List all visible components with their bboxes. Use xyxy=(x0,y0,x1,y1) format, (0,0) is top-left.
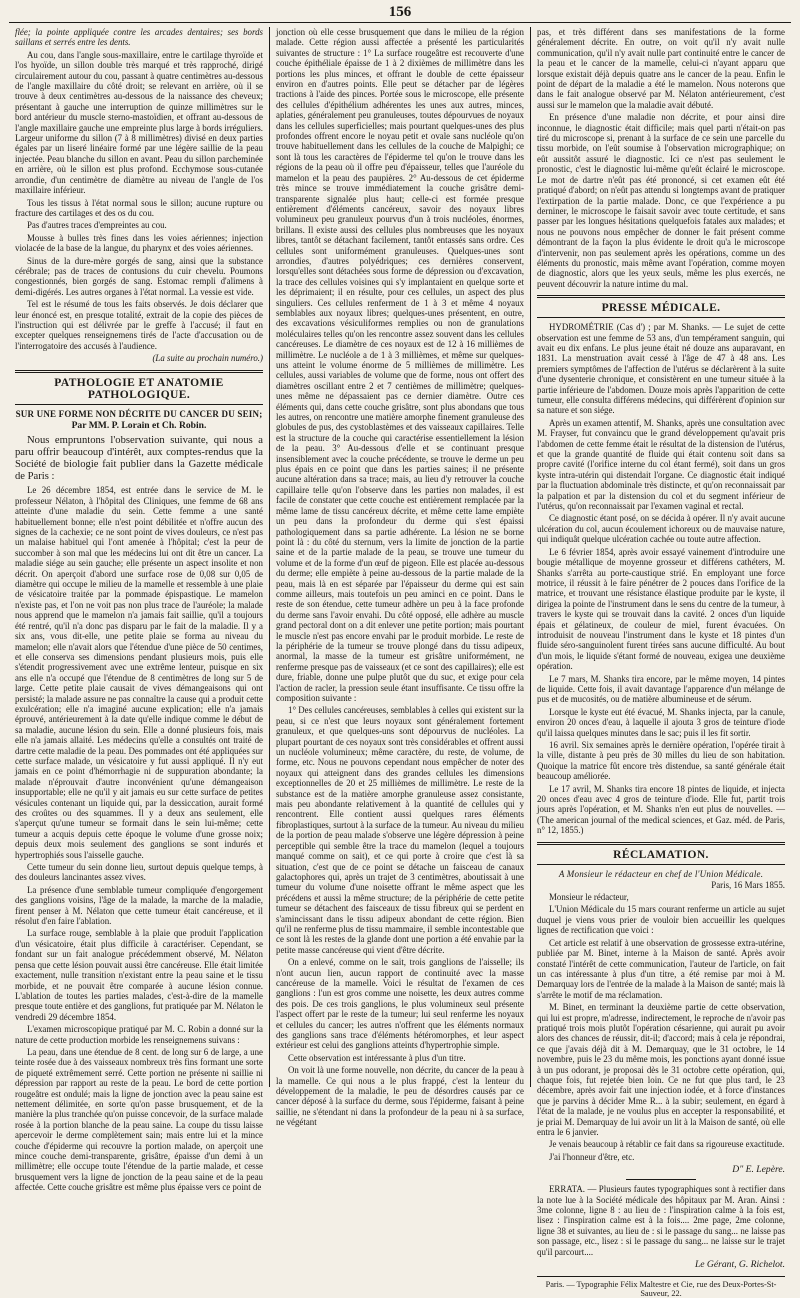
paragraph: L'examen microscopique pratiqué par M. C. Robin a donné sur la nature de cette production morbide les renseignemens suivans : xyxy=(15,1024,263,1045)
signature: D" E. Lepère. xyxy=(732,1164,785,1176)
article-authors: Par MM. P. Lorain et Ch. Robin. xyxy=(71,419,207,431)
paragraph: 1° Des cellules cancéreuses, semblables à celles qui existent sur la peau, si ce n'est que leurs noyaux sont généralement fortement granuleux, et que quelques-uns sont dépourvus de nucléoles. La plupart pourtant de ces noyaux sont très considérables et offrent aussi un nucléole volumineux; même caractère, du reste, de volume, de forme, etc. Nous ne pouvons cependant nous empêcher de noter des noyaux qui atteignent dans des grandes cellules les dimensions exceptionnelles de 20 et 25 millièmes de millimètre. Le reste de la substance est de la matière amorphe granuleuse assez consistante, mais peu abondante relativement à la quantité de cellules qui y rencontrent. Elle contient aussi quelques rares éléments fibroplastiques, surtout à la surface de la tumeur. Au niveau du milieu de la portion de peau malade s'observe une légère dépression à peine perceptible qui semble être la trace du mamelon (lequel a toujours manqué comme on sait), et ce qui porte à croire que c'est là sa situation, c'est que de ce point se détache un faisceau de canaux galactophores qui, après un trajet de 3 centimètres, aboutissait à une tumeur du volume d'une noisette offrant le même aspect que les précédens et aussi la même structure; de la périphérie de cette petite tumeur se détachent des faisceaux de tissu fibreux qui se perdent en s'amincissant dans le tissu adipeux abondant de cette région. Bien qu'il ne renferme plus de tissu mammaire, il semble incontestable que ce sont là les restes de la glande dont une portion a été envahie par la petite masse cancéreuse qui vient d'être décrite. xyxy=(276,705,524,955)
paragraph: Mousse à bulles très fines dans les voies aériennes; injection violacée de la base de la langue, du pharynx et des voies aériennes. xyxy=(15,232,263,254)
page-number: 156 xyxy=(388,4,412,20)
letter-salutation: Monsieur le rédacteur, xyxy=(549,892,629,903)
paragraph: Cette tumeur du sein donne lieu, surtout depuis quelque temps, à des douleurs lancinantes assez vives. xyxy=(15,862,263,883)
to-be-continued: (La suite au prochain numéro.) xyxy=(152,353,263,364)
paragraph: pas, et très différent dans ses manifestations de la forme généralement décrite. En outre, on voit qu'il n'y avait nulle communication, qu'il n'y avait nulle part continuité entre le cancer de la peau et le cancer de la mamelle, celui-ci n'ayant apparu que lorsque existait déjà depuis quatre ans le cancer de la peau. Enfin le point de départ de la maladie a été le mamelon. Nous noterons que dans le fait analogue observé par M. Nélaton antérieurement, c'est aussi sur le mamelon que la maladie avait débuté. xyxy=(537,27,785,110)
paragraph: Après un examen attentif, M. Shanks, après une consultation avec M. Frayser, fut convaincu que le grand développement qu'avait pris l'abdomen de cette femme était le résultat de la distension de l'utérus, et que la grande quantité de fluide qui était contenu soit dans sa propre cavité (l'orifice interne du col étant fermé), soit dans un gros kyste intra-utérin qui distendait l'organe. Ce diagnostic était indiqué par la fluctuation abdominale très distincte, et qu'on reconnaissait par la palpation et par la distension du col et du segment inférieur de l'utérus, qu'on reconnaissait par l'examen vaginal et rectal. xyxy=(537,417,785,512)
paragraph: Pas d'autres traces d'empreintes au cou. xyxy=(27,220,167,231)
paragraph: jonction où elle cesse brusquement que dans le milieu de la région malade. Cette région aussi affectée a présenté les particularités suivantes de structure : 1° La surface rougeâtre est recouverte d'une couche épithéliale épaisse de 1 à 2 dixièmes de millimètre dans les portions les plus minces, et offrant le double de cette épaisseur environ en d'autres points. Elle peut se détacher par de légères tractions à l'aide des pinces. Portée sous le microscope, elle présente des cellules d'épithélium adhérentes les unes aux autres, minces, aplaties, généralement peu granuleuses, toutes dépourvues de noyaux dans les cellules superficielles; mais pourtant quelques-unes des plus profondes offrent encore le noyau petit et ovale sans nucléole qu'on trouve habituellement dans les cellules de la couche de Malpighi; ce sont là tous les caractères de l'épiderme tel qu'on le trouve dans les régions de la peau où il offre peu d'épaisseur, telles que l'auréole du mamelon et la peau des paupières. 2° Au-dessous de cet épiderme très mince se trouve immédiatement la couche grisâtre demi-transparente signalée plus haut; celle-ci est formée presque entièrement d'éléments cancéreux, savoir des noyaux libres volumineux peu granuleux pourvus d'un à trois nucléoles, énormes, brillans. Il existe aussi des cellules plus nombreuses que les noyaux libres, tantôt se détachant facilement, tantôt entassés sans ordre. Ces cellules sont uniformément granuleuses. Quelques-unes sont arrondies, d'autres polyédriques; ces dernières conservent, lorsqu'elles sont détachées sous forme de dépression ou d'excavation, la trace des cellules voisines qui s'y implantaient en quelque sorte et les déprimaient; il en résulte, pour ces cellules, un aspect des plus singuliers. Ces cellules renferment de 1 à 3 et même 4 noyaux semblables aux noyaux libres; quelques-unes présentent, en outre, des excavations vésiculiformes remplies ou non de granulations moléculaires telles qu'on les rencontre assez souvent dans les cellules cancéreuses. Le diamètre de ces noyaux est de 12 à 16 millièmes de millimètre. Le nucléole a de 1 à 3 millièmes, et même sur quelques-uns atteint le volume énorme de 5 millièmes de millimètre. Les cellules, aussi variables de volume que de forme, nous ont offert des diamètres oscillant entre 2 et 7 centièmes de millimètre; quelques-unes même ne dépassaient pas ce dernier diamètre. Outre ces éléments qui, dans cette couche grisâtre, sont plus abondans que tous les autres, on rencontre une matière amorphe finement granuleuse des globules de pus, des cystoblastèmes et des vaisseaux capillaires. Telle est la structure de la couche qui caractérise essentiellement la lésion de la peau. 3° Au-dessous d'elle et se continuant presque insensiblement avec la couche précédente, se trouve le derme un peu plus épais en ce point que dans les parties saines; il ne présente aucune altération dans sa trace; mais, au lieu d'y retrouver la couche capillaire telle qu'on l'observe dans les parties non malades, il est facile de constater que cette couche est entièrement remplacée par la même lame de tissu cancéreux décrite, et même cette lame empiète un peu dans la profondeur du derme qui s'est épaissi pathologiquement dans sa partie adhérente. La lésion ne se borne point là : du côté du sternum, vers la limite de jonction de la partie saine et de la partie malade de la peau, se trouve une tumeur du volume et de la forme d'un œuf de pigeon. Elle est placée au-dessous du derme; elle empiète à peine au-dessous de la partie malade de la peau, mais là en est séparée par l'épaisseur du derme qui est sain comme ailleurs, mais toutefois un peu aminci en ce point. Dans le reste de son étendue, cette tumeur adhère un peu à la face profonde du derme sans l'avoir envahi. Du côté opposé, elle adhère au muscle grand pectoral dont on a dit enlever une petite portion; mais pourtant le muscle n'est pas encore envahi par le produit morbide. Le reste de la périphérie de la tumeur se trouve plongé dans du tissu adipeux, anormal, la masse de la tumeur est grisâtre uniformément, ne renferme presque pas de vaisseaux (et ce sont des capillaires); elle est dure, friable, donne une pulpe plutôt que du suc, et exige pour cela l'action de racler, la pression seule étant insuffisante. Ce tissu offre la composition suivante : xyxy=(276,27,524,703)
paragraph: Tel est le résumé de tous les faits observés. Je dois déclarer que leur énoncé est, en presque totalité, extrait de la copie des pièces de l'instruction qui est délivrée par le greffe à l'accusé; il faut en excepter quelques renseignemens tirés de l'acte d'accusation ou de l'interrogatoire des accusés à l'audience. xyxy=(15,299,263,351)
article-title: SUR UNE FORME NON DÉCRITE DU CANCER DU SEIN; xyxy=(15,408,263,419)
paragraph: On voit là une forme nouvelle, non décrite, du cancer de la peau à la mamelle. Ce qui nous a le plus frappé, c'est la lenteur du développement de la maladie, le peu de désordres causés par ce cancer déposé à la surface du derme, sous l'épiderme, faisant à peine saillie, ne s'étendant ni dans la profondeur de la peau ni à sa surface, ne végétant xyxy=(276,1065,524,1128)
paragraph: L'Union Médicale du 15 mars courant renferme un article au sujet duquel je viens vous prier de vouloir bien accueillir les quelques lignes de rectification que voici : xyxy=(537,904,785,936)
paragraph: M. Binet, en terminant la deuxième partie de cette observation, qui lui est propre, m'adresse, indirectement, le reproche de n'avoir pas pratiqué trois mois plutôt l'opération césarienne, qui aurait pu avoir alors des chances de réussir, dit-il; d'accord; mais à cela je répondrai, ce que j'avais déjà dit à M. Demarquay, que le 31 octobre, le 14 novembre, puis le 23 du même mois, les ponctions ayant donné issue à un pus odorant, je proposai dès le 31 octobre cette opération, qui, chaque fois, fut rejetée bien loin. Ce ne fut que plus tard, le 23 décembre, après avoir fait une injection iodée, et à force d'instances que je parvins à décider Mme R... à la subir; seulement, en égard à l'état de la malade, je ne voulus plus en accepter la responsabilité, et je priai M. Demarquay de lui avoir un lit à la Maison de santé, où elle entra le 6 janvier. xyxy=(537,1002,785,1137)
paragraph: 16 avril. Six semaines après le dernière opération, l'opérée tirait à la ville, distante à peu près de 30 milles du lieu de son habitation. Quoique la matrice fût encore très distendue, sa santé générale était beaucoup améliorée. xyxy=(537,740,785,782)
gerant-signature: Le Gérant, G. Richelot. xyxy=(694,1259,785,1271)
divider xyxy=(626,1179,696,1180)
paragraph: Cet article est relatif à une observation de grossesse extra-utérine, publiée par M. Binet, interne à la Maison de santé. Après avoir constaté l'intérêt de cette communication, l'auteur de l'article, on fait un cas intéressante à plus d'un titre, a été remise par moi à M. Demarquay lors de l'entrée de la malade à la Maison de santé; mais là s'arrête le motif de ma réclamation. xyxy=(537,937,785,1000)
paragraph: HYDROMÉTRIE (Cas d') ; par M. Shanks. — Le sujet de cette observation est une femme de 53 ans, d'un tempérament sanguin, qui avait eu dix enfans. Le plus jeune était né douze ans auparavant, en 1831. La menstruation avait cessé à l'âge de 47 à 48 ans. Les premiers symptômes de l'affection de l'utérus se déclarèrent à la suite d'une dysenterie chronique, et consistèrent en une tumeur située à la partie inférieure de l'abdomen. Douze mois après l'apparition de cette tumeur, elle consulta différens médecins, qui différèrent d'opinion sur sa nature et son siége. xyxy=(537,322,785,416)
column-1 xyxy=(9,27,269,1193)
column-3 xyxy=(530,27,791,1298)
paragraph: La peau, dans une étendue de 8 cent. de long sur 6 de large, a une teinte rosée due à des vaisseaux nombreux très fins formant une sorte de piqueté extrêmement serré. Cette portion ne présente ni saillie ni dépression par rapport au reste de la peau. Le bord de cette portion rougeâtre est ondulé; mais la ligne de jonction avec la peau saine est nettement délimitée, en sorte qu'on passe brusquement, et de la manière la plus tranchée qu'on puisse concevoir, de la surface malade rosée à la portion blanche de la peau saine. La coupe du tissu laisse apercevoir le derme complètement sain; mais entre lui et la mince couche d'épiderme qui recouvre la portion malade, on aperçoit une mince couche demi-transparente, grisâtre, épaisse d'un demi à un millimètre; elle occupe toute l'étendue de la partie malade, et cesse brusquement vers la ligne de jonction de la peau saine et de la peau affectée. Cette couche grisâtre est même plus épaisse vers ce point de xyxy=(15,1046,263,1193)
columns xyxy=(9,27,791,1298)
errata: ERRATA. — Plusieurs fautes typographiques sont à rectifier dans la note lue à la Société médicale des hôpitaux par M. Aran. Ainsi : 3me colonne, ligne 8 : au lieu de : l'inspiration calme à la fois est, lisez : l'inspiration calme est à la fois.... 2me page, 2me colonne, ligne 38 et suivantes, au lieu de : si le passage du sang... ne laisse pas son passage, etc., lisez : si le passage du sang... ne laisse sur le trajet qu'il parcourt.... xyxy=(537,1184,785,1257)
letter-addressee: A Monsieur le rédacteur en chef de l'Union Médicale. xyxy=(558,868,764,879)
printer-line: Paris. — Typographie Félix Maltestre et Cie, rue des Deux-Portes-St-Sauveur, 22. xyxy=(537,1276,785,1298)
top-rule xyxy=(9,22,791,23)
paragraph: Je venais beaucoup à rétablir ce fait dans sa rigoureuse exactitude. xyxy=(549,1139,785,1150)
paragraph: La surface rouge, semblable à la plaie que produit l'application d'un vésicatoire, était plus difficile à caractériser. Cependant, se fondant sur un fait analogue précédemment observé, M. Nélaton pensa que cette lésion pouvait aussi être cancéreuse. Elle était limitée exactement, nulle transition n'existant entre la peau saine et le tissu morbide, et ne pouvait être comparée à aucune lésion connue. L'ablation de toutes les parties malades, c'est-à-dire de la mamelle presque toute entière et des ganglions, fut pratiquée par M. Nélaton le vendredi 29 décembre 1854. xyxy=(15,928,263,1022)
paragraph: J'ai l'honneur d'être, etc. xyxy=(549,1151,635,1162)
paragraph: Sinus de la dure-mère gorgés de sang, ainsi que la substance cérébrale; pas de traces de contusions du cuir chevelu. Poumons congestionnés, bien gorgés de sang. Estomac rempli d'alimens à demi-digérés. Les autres organes à l'état normal. La vessie est vide. xyxy=(15,255,263,297)
column-2 xyxy=(269,27,530,1128)
paragraph: Ce diagnostic étant posé, on se décida à opérer. Il n'y avait aucune ulcération du col, aucun écoulement ichoreux ou de mauvaise nature, qui indiquât quelque ulcération cachée ou toute autre affection. xyxy=(537,513,785,545)
paragraph: Nous empruntons l'observation suivante, qui nous a paru offrir beaucoup d'intérêt, aux comptes-rendus que la Société de biologie fait publier dans la Gazette médicale de Paris : xyxy=(15,434,263,483)
paragraph: On a enlevé, comme on le sait, trois ganglions de l'aisselle; ils n'ont aucun lien, aucun rapport de continuité avec la masse cancéreuse de la mamelle. Voici le résultat de l'examen de ces ganglions : l'un est gros comme une noisette, les deux autres comme des pois. De ces trois ganglions, le plus volumineux seul présente l'aspect offert par le reste de la tumeur; lui seul renferme les noyaux et cellules du cancer; les autres n'offrent que les éléments normaux des ganglions sans trace d'éléments hétéromorphes, et leur aspect extérieur est celui des ganglions atteints d'hypertrophie simple. xyxy=(276,957,524,1051)
paragraph: Le 6 février 1854, après avoir essayé vainement d'introduire une bougie métallique de moyenne grosseur et différens cathéters, M. Shanks s'arrêta au porte-caustique strié. En employant une force motrice, il réussit à le faire pénétrer de 2 pouces dans l'orifice de la matrice, et trouvant une résistance élastique produite par le kyste, il dirigea la pointe de l'instrument dans le sens du centre de la tumeur, à travers le kyste qui se trouvait dans la cavité. 2 onces d'un liquide épais et gélatineux, de couleur de miel, furent évacuées. On introduisit de nouveau l'instrument dans le kyste et 18 pintes d'un fluide séro-sanguinolent furent tirées sans aucune difficulté. Au bout d'un mois, le liquide s'étant formé de nouveau, exigea une deuxième opération. xyxy=(537,546,785,672)
section-title: PATHOLOGIE ET ANATOMIE PATHOLOGIQUE. xyxy=(15,370,263,405)
letter-date: Paris, 16 Mars 1855. xyxy=(711,879,785,890)
paragraph: Lorsque le kyste eut été évacué, M. Shanks injecta, par la canule, environ 20 onces d'eau, à laquelle il ajouta 3 gros de teinture d'iode qu'il laissa quelques minutes dans le sac; puis il les fit sortir. xyxy=(537,706,785,738)
section-title: PRESSE MÉDICALE. xyxy=(537,295,785,318)
paragraph: flée; la pointe appliquée contre les arcades dentaires; ses bords saillans et serrés entre les dents. xyxy=(15,27,263,48)
paragraph: Le 7 mars, M. Shanks tira encore, par le même moyen, 14 pintes de liquide. Cette fois, il avait davantage l'apparence d'un mélange de pus et de mucosités, ou de matière albumineuse et de sérum. xyxy=(537,673,785,705)
paragraph: Le 26 décembre 1854, est entrée dans le service de M. le professeur Nélaton, à l'hôpital des Cliniques, une femme de 68 ans atteinte d'une maladie du sein. Cette femme a une santé habituellement bonne; elle n'est point débilitée et n'offre aucun des signes de la cachexie; ce ne sont point de vives douleurs, ce n'est pas un malaise habituel qui l'ont amenée à l'hôpital; c'est la peur de succomber à son mal que les médecins lui ont dit être un cancer. La maladie siége au sein gauche; elle présente un aspect insolite et non décrit. On aperçoit d'abord une surface rose de 0,08 sur 0,05 de diamètre qui occupe le milieu de la mamelle et ressemble à une plaie de vésicatoire traitée par la pommade épispastique. Le mamelon n'existe pas, et l'on ne voit pas non plus trace de l'auréole; la malade nous apprend que le mamelon n'a jamais fait saillie, qu'il a toujours été rentré, qu'il n'a donc pas disparu par le fait de la maladie. Il y a six ans, vous dit-elle, une petite plaie se forma au niveau du mamelon; elle n'avait alors que l'étendue d'une pièce de 50 centimes, et elle conserva ses dimensions pendant plusieurs mois, puis elle s'étendit progressivement avec une extrême lenteur, puisque en six ans elle n'a occupé que l'étendue de 8 centimètres de long sur 5 de large. Cette petite plaie causait de vives démangeaisons qui ont persisté; la malade assure ne pas connaître la cause qui a produit cette exulcération; elle n'a imaginé aucune explication; elle n'a jamais éprouvé, antérieurement à la date qu'elle indique comme le début de sa maladie, aucune lésion du sein. Elle a donné plusieurs fois, mais elle n'a jamais allaité. Les médecins qu'elle a consultés ont traité de dartre cette maladie de la peau. Des pommades ont été appliquées sur cette surface malade, un vésicatoire y fut aussi appliqué. Il n'y eut jamais en ce point d'hémorrhagie ni de suppuration abondante; la malade n'éprouvait d'autre inconvénient qu'une démangeaison insupportable; elle ne qu'il y ait jamais eu sur cette surface de petites vésicules contenant un liquide qui, par la dessiccation, aurait formé des croûtes ou des squammes. Il y a deux ans seulement, elle s'aperçut qu'une tumeur se formait dans le sein lui-même; cette tumeur a acquis depuis cette époque le volume d'une grosse noix; depuis deux mois seulement des ganglions se sont indurés et hypertrophiés sous l'aisselle gauche. xyxy=(15,485,263,860)
paragraph: Au cou, dans l'angle sous-maxillaire, entre le cartilage thyroïde et l'os hyoïde, un sillon double très marqué et très rapproché, dirigé circulairement autour du cou, passant à quatre centimètres au-dessous de l'angle maxillaire du côté droit; se relevant en arrière, où il se trouve à deux centimètres au-dessous de la naissance des cheveux; présentant à gauche une interruption de quinze millimètres sur le bord antérieur du muscle sterno-mastoïdien, et offrant au-dessous de l'angle maxillaire gauche une empreinte plus large à bords irréguliers. Largeur uniforme du sillon (7 à 8 millimètres) divisé en deux parties égales par un liseré linéaire formé par une légère saillie de la peau injectée. Peau blanche du sillon en avant. Peau du sillon parcheminée en arrière, où le sillon est plus profond. Ecchymose sous-cutanée arrondie, d'un centimètre de diamètre au niveau de l'angle de l'os maxillaire inférieur. xyxy=(15,49,263,196)
paragraph: La présence d'une semblable tumeur compliquée d'engorgement des ganglions voisins, l'âge de la malade, la marche de la maladie, firent penser à M. Nélaton que cette tumeur était cancéreuse, et il résolut d'en faire l'ablation. xyxy=(15,884,263,927)
paragraph: En présence d'une maladie non décrite, et pour ainsi dire inconnue, le diagnostic était difficile; mais quel parti n'était-on pas tiré du microscope si, prenant à la surface de ce sein une parcelle du tissu morbide, on l'eût soumise à l'observation micrographique; on eût aussitôt assuré le diagnostic. Ici ce n'est pas seulement le pronostic, c'est le diagnostic lui-même qu'eût éclairé le microscope. Le mot de dartre n'eût pas été prononcé, si cet examen eût été pratiqué d'abord; on n'eût pas attendu si longtemps avant de pratiquer l'extirpation de la partie malade. Donc, ce que l'expérience a pu derniner, le microscope le faisait savoir avec toute certitude, et sans passer par les longues hésitations quelquefois fatales aux malades; et nous ne pouvons nous empêcher de donner le fait présent comme démontrant de la façon la plus évidente le droit qu'a le microscope d'intervenir, non pas seulement après les opérations, comme un des éléments du pronostic, mais même avant l'opération, comme moyen de diagnostic, alors que les yeux seuls, même les plus exercés, ne peuvent découvrir la nature intime du mal. xyxy=(537,112,785,289)
paragraph: Cette observation est intéressante à plus d'un titre. xyxy=(288,1052,466,1063)
paragraph: Tous les tissus à l'état normal sous le sillon; aucune rupture ou fracture des cartilages et des os du cou. xyxy=(15,197,263,218)
paragraph: Le 17 avril, M. Shanks tira encore 18 pintes de liquide, et injecta 20 onces d'eau avec 4 gros de teinture d'iode. Elle fut, partit trois jours après l'opération, et M. Shanks n'en eut plus de nouvelles. — (The american journal of the medical sciences, et Gaz. méd. de Paris, n° 12, 1855.) xyxy=(537,783,785,836)
section-title: RÉCLAMATION. xyxy=(537,842,785,865)
